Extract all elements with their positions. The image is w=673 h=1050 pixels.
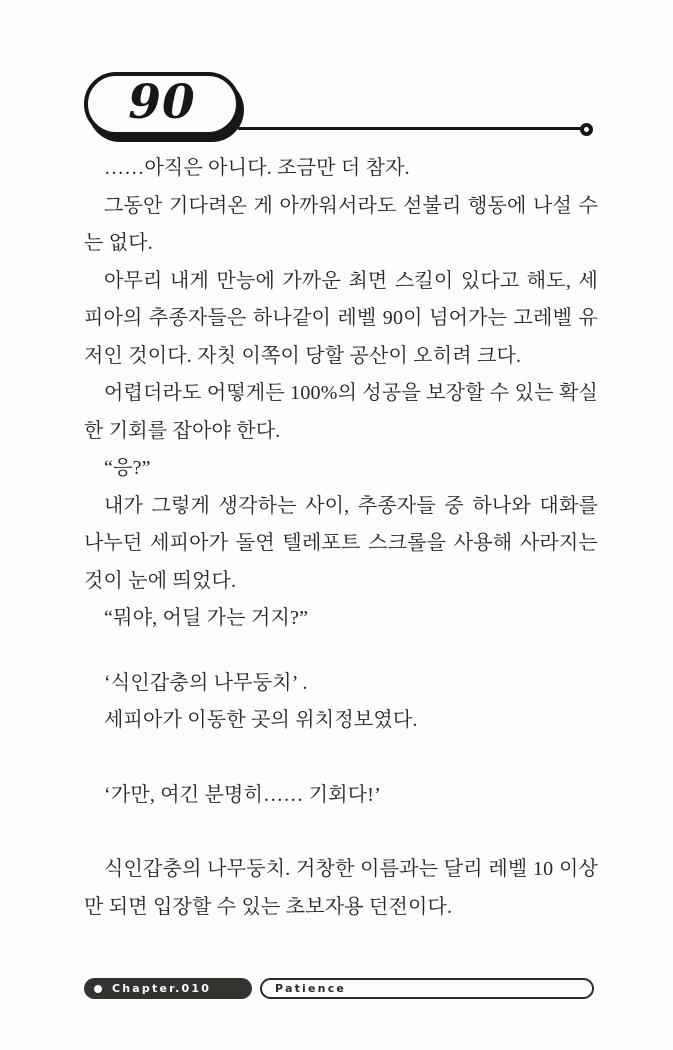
paragraph: 그동안 기다려온 게 아까워서라도 섣불리 행동에 나설 수는 없다. xyxy=(84,194,598,254)
paragraph: 아무리 내게 만능에 가까운 최면 스킬이 있다고 해도, 세피아의 추종자들은 하나같이 레벨 90이 넘어가는 고레벨 유저인 것이다. 자칫 이쪽이 당할 공산이 오히려 크다. xyxy=(84,269,598,367)
body-text xyxy=(84,150,598,926)
paragraph-dialogue: “응?” xyxy=(104,457,151,479)
paragraph: 식인갑충의 나무둥치. 거창한 이름과는 달리 레벨 10 이상만 되면 입장할 수 있는 초보자용 던전이다. xyxy=(84,858,598,918)
paragraph: ……아직은 아니다. 조금만 더 참자. xyxy=(104,157,410,179)
paragraph: 어렵더라도 어떻게든 100%의 성공을 보장할 수 있는 확실한 기회를 잡아야 한다. xyxy=(84,382,598,442)
footer-title-label: Patience xyxy=(275,982,347,995)
paragraph-dialogue: “뭐야, 어딜 가는 거지?” xyxy=(104,607,309,629)
chapter-number-badge xyxy=(84,72,240,136)
paragraph: 세피아가 이동한 곳의 위치정보였다. xyxy=(104,709,418,731)
chapter-number: 90 xyxy=(128,75,196,130)
header-ring-icon xyxy=(580,123,593,136)
header-rule-line xyxy=(238,127,582,130)
footer-chapter-label: Chapter.010 xyxy=(112,982,212,995)
paragraph-thought: ‘식인갑충의 나무둥치’ . xyxy=(104,671,308,694)
bullet-dot-icon xyxy=(94,985,102,993)
paragraph: 내가 그렇게 생각하는 사이, 추종자들 중 하나와 대화를 나누던 세피아가 돌연 텔레포트 스크롤을 사용해 사라지는 것이 눈에 띄었다. xyxy=(84,494,598,592)
footer-title-badge xyxy=(260,978,594,999)
paragraph-thought: ‘가만, 여긴 분명히…… 기회다!’ xyxy=(104,783,381,806)
footer-chapter-badge xyxy=(84,978,252,999)
